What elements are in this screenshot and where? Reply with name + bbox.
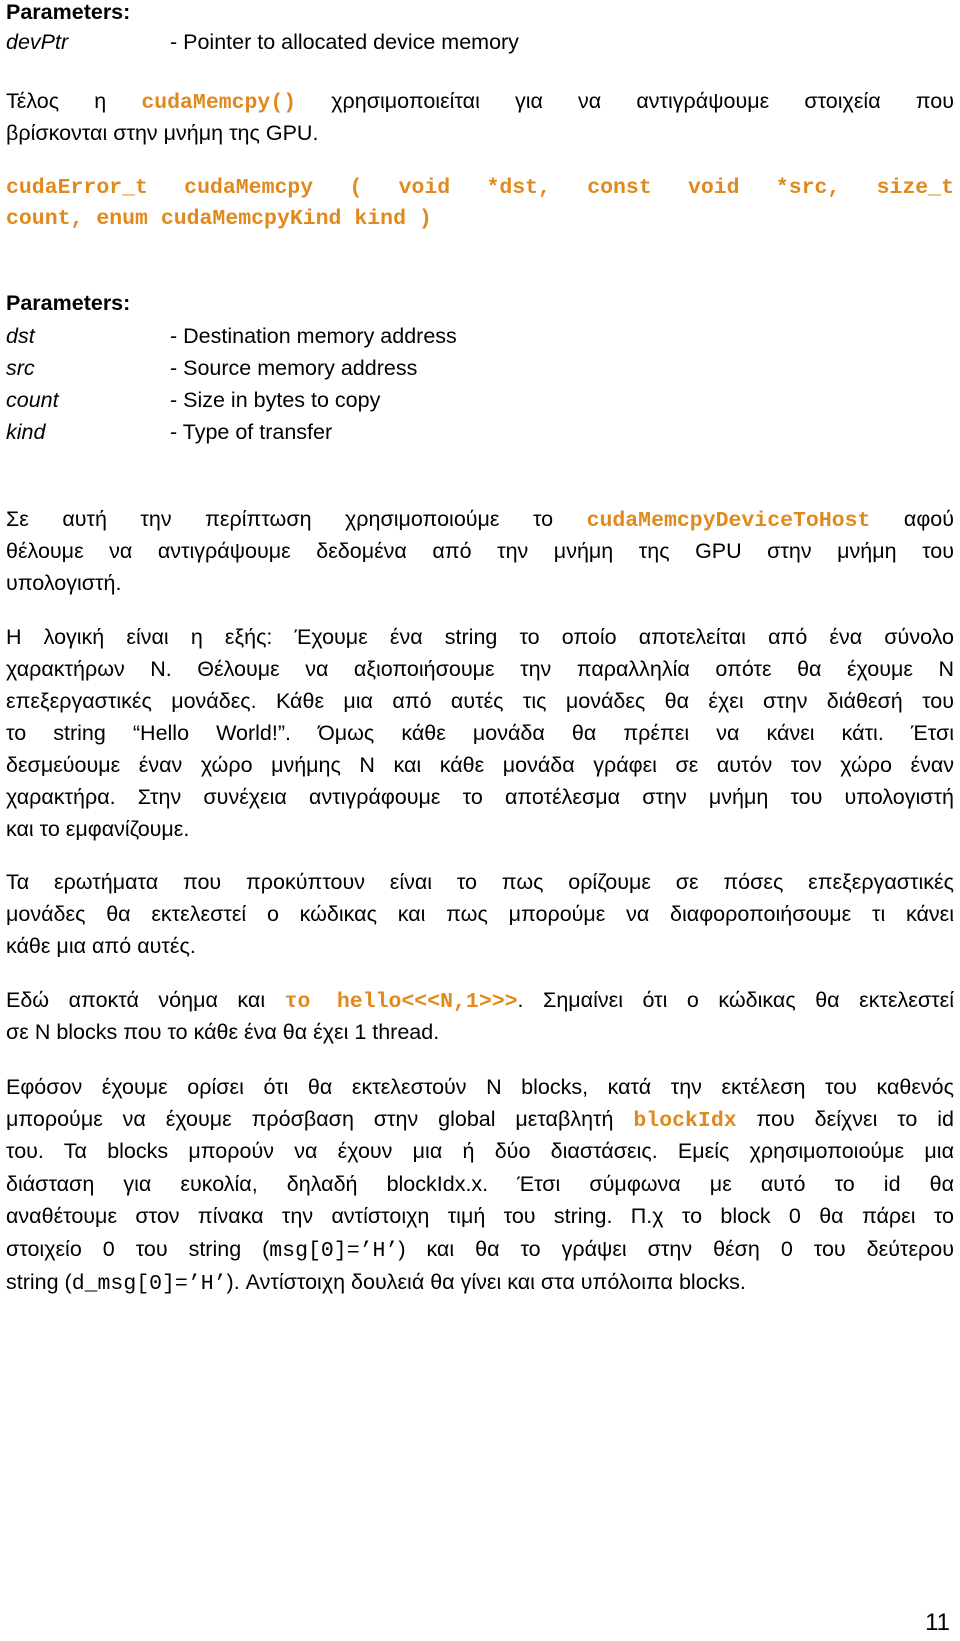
case-paragraph-line-3: υπολογιστή. — [6, 571, 122, 595]
inline-code: cudaMemcpyDeviceToHost — [586, 509, 871, 533]
blocks-paragraph-line-6 — [6, 1233, 954, 1267]
blocks-paragraph-line-5: αναθέτουμε στον πίνακα την αντίστοιχη τιμή του string. Π.χ το block 0 θα πάρει το — [6, 1204, 954, 1228]
param-desc: - Destination memory address — [170, 324, 457, 348]
text-segment: αφού — [903, 507, 954, 531]
text-segment: χρησιμοποιείται για να αντιγράψουμε στοιχεία που — [331, 89, 954, 113]
params-heading-2: Parameters: — [6, 291, 131, 315]
memcpy-intro-line-2: βρίσκονται στην μνήμη της GPU. — [6, 121, 319, 145]
function-signature-line-2: count, enum cudaMemcpyKind kind ) — [6, 207, 432, 231]
text-segment: μπορούμε να έχουμε πρόσβαση στην global μεταβλητή — [6, 1107, 614, 1131]
inline-code: cudaMemcpy() — [141, 91, 297, 115]
logic-paragraph-line-6: χαρακτήρα. Στην συνέχεια αντιγράφουμε το αποτέλεσμα στην μνήμη του υπολογιστή — [6, 785, 954, 809]
inline-code: msg[0]=’H’ — [269, 1239, 399, 1263]
questions-paragraph-line-3: κάθε μια από αυτές. — [6, 934, 196, 958]
inline-code: d_msg[0]=’H’ — [71, 1272, 227, 1296]
inline-code: το hello<<<N,1>>> — [284, 990, 518, 1014]
text-segment: που δείχνει το id — [756, 1107, 955, 1131]
logic-paragraph-line-1: Η λογική είναι η εξής: Έχουμε ένα string το οποίο αποτελείται από ένα σύνολο — [6, 625, 954, 649]
questions-paragraph-line-1: Τα ερωτήματα που προκύπτουν είναι το πως ορίζουμε σε πόσες επεξεργαστικές — [6, 870, 954, 894]
blocks-paragraph-line-7 — [6, 1266, 746, 1300]
logic-paragraph-line-5: δεσμεύουμε έναν χώρο μνήμης N και κάθε μονάδα γράφει σε αυτόν τον χώρο έναν — [6, 753, 954, 777]
text-segment: ) και θα το γράψει στην θέση 0 του δεύτερου — [398, 1237, 954, 1261]
hello-paragraph-line-2: σε N blocks που το κάθε ένα θα έχει 1 thread. — [6, 1020, 440, 1044]
logic-paragraph-line-3: επεξεργαστικές μονάδες. Κάθε μια από αυτές τις μονάδες θα έχει στην διάθεσή του — [6, 689, 954, 713]
param-name: kind — [6, 420, 46, 444]
blocks-paragraph-line-3: του. Τα blocks μπορούν να έχουν μια ή δύο διαστάσεις. Εμείς χρησιμοποιούμε μια — [6, 1139, 954, 1163]
blocks-paragraph-line-2 — [6, 1103, 954, 1137]
questions-paragraph-line-2: μονάδες θα εκτελεστεί ο κώδικας και πως μπορούμε να διαφοροποιήσουμε τι κάνει — [6, 902, 954, 926]
inline-code: blockIdx — [633, 1109, 737, 1133]
text-segment: στοιχείο 0 του string ( — [6, 1237, 270, 1261]
param-desc: - Source memory address — [170, 356, 418, 380]
param-desc: - Size in bytes to copy — [170, 388, 381, 412]
param-name: count — [6, 388, 59, 412]
param-desc: - Pointer to allocated device memory — [170, 30, 519, 54]
text-segment: ). Αντίστοιχη δουλειά θα γίνει και στα υπόλοιπα blocks. — [226, 1270, 746, 1294]
param-name: devPtr — [6, 30, 69, 54]
blocks-paragraph-line-4: διάσταση για ευκολία, δηλαδή blockIdx.x. Έτσι σύμφωνα με αυτό το id θα — [6, 1172, 954, 1196]
memcpy-intro-line-1 — [6, 85, 954, 119]
params-heading-1: Parameters: — [6, 0, 131, 24]
param-name: src — [6, 356, 35, 380]
text-segment: Τέλος η — [6, 89, 107, 113]
page-number: 11 — [925, 1609, 950, 1636]
text-segment: Εδώ αποκτά νόημα και — [6, 988, 266, 1012]
text-segment: string ( — [6, 1270, 72, 1294]
blocks-paragraph-line-1: Εφόσον έχουμε ορίσει ότι θα εκτελεστούν N blocks, κατά την εκτέλεση του καθενός — [6, 1075, 954, 1099]
hello-paragraph-line-1 — [6, 984, 954, 1018]
case-paragraph-line-1 — [6, 503, 954, 537]
case-paragraph-line-2: θέλουμε να αντιγράψουμε δεδομένα από την μνήμη της GPU στην μνήμη του — [6, 539, 954, 563]
logic-paragraph-line-4: το string “Hello World!”. Όμως κάθε μονάδα θα πρέπει να κάνει κάτι. Έτσι — [6, 721, 954, 745]
param-name: dst — [6, 324, 35, 348]
logic-paragraph-line-2: χαρακτήρων N. Θέλουμε να αξιοποιήσουμε την παραλληλία οπότε θα έχουμε N — [6, 657, 954, 681]
function-signature-line-1: cudaError_t cudaMemcpy ( void *dst, const void *src, size_t — [6, 176, 954, 200]
param-desc: - Type of transfer — [170, 420, 333, 444]
logic-paragraph-line-7: και το εμφανίζουμε. — [6, 817, 190, 841]
text-segment: Σε αυτή την περίπτωση χρησιμοποιούμε το — [6, 507, 554, 531]
text-segment: . Σημαίνει ότι ο κώδικας θα εκτελεστεί — [517, 988, 954, 1012]
